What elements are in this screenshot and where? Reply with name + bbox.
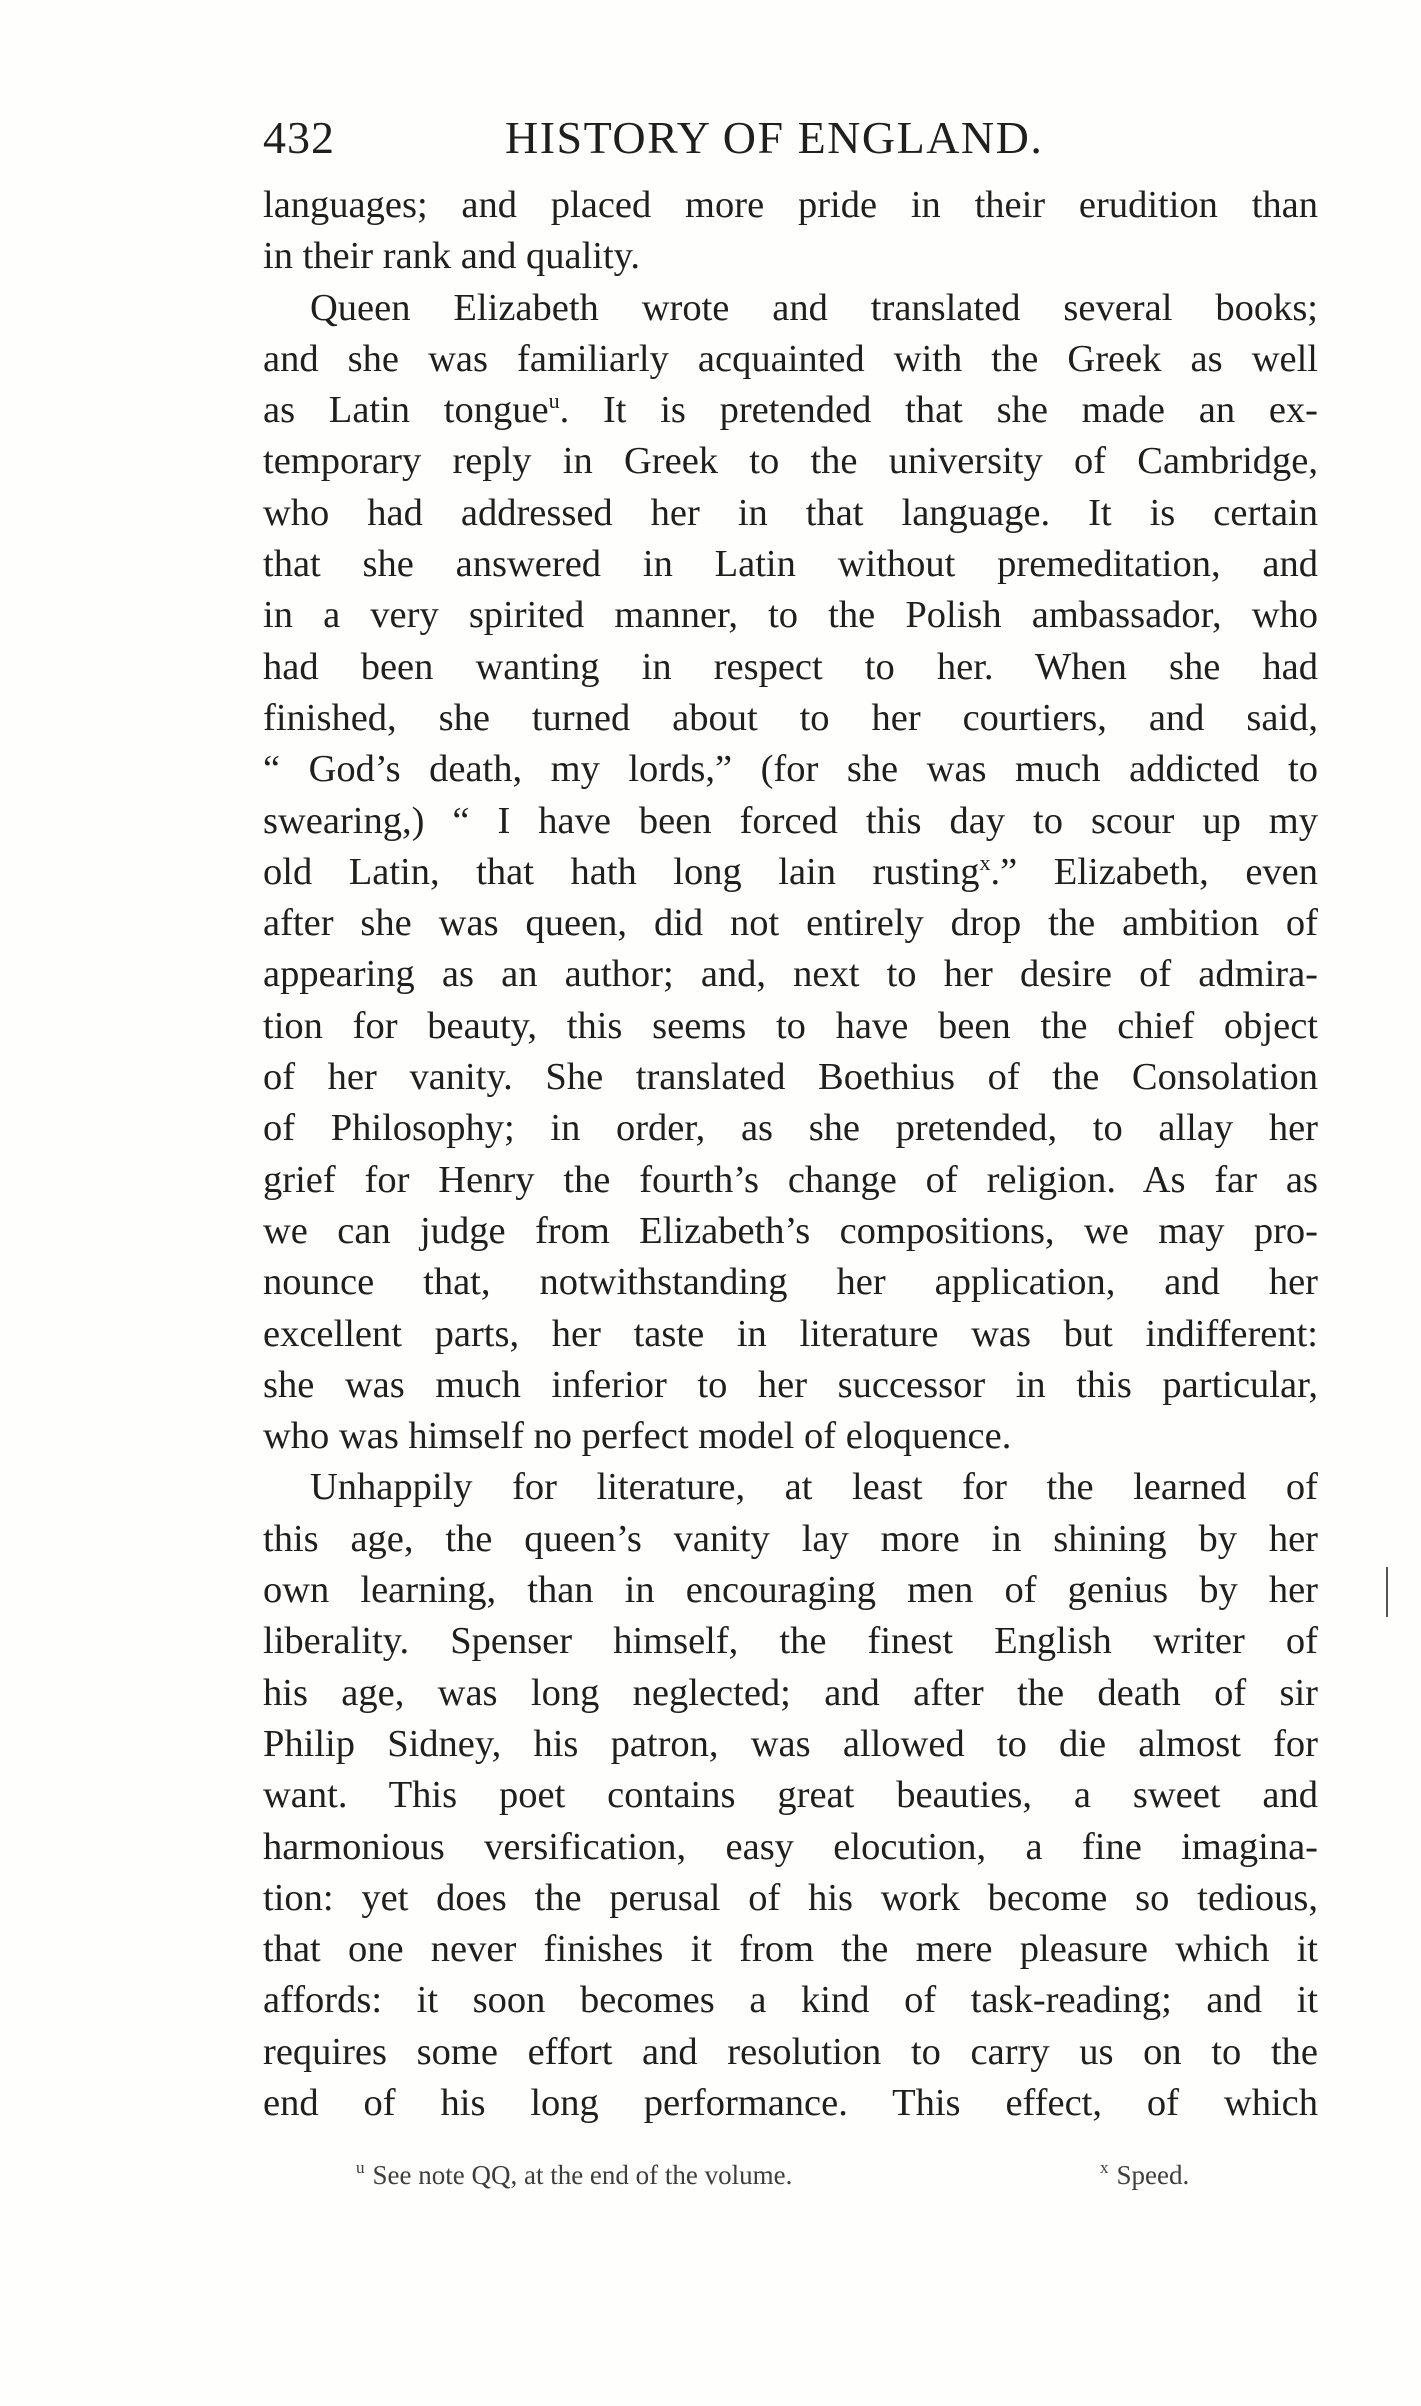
text-line: finished, she turned about to her courtiers, and said, xyxy=(263,696,1318,739)
text-line: and she was familiarly acquainted with the Greek as well xyxy=(263,337,1318,380)
running-head xyxy=(263,108,1318,168)
text-line: we can judge from Elizabeth’s compositions, we may pro- xyxy=(263,1209,1318,1252)
text-fragment: . It is pretended that she made an ex- xyxy=(559,389,1318,432)
body-text xyxy=(263,180,1318,2129)
footnote xyxy=(356,2155,792,2195)
text-line: in their rank and quality. xyxy=(263,235,641,278)
text-line: tion: yet does the perusal of his work become so tedious, xyxy=(263,1876,1318,1919)
footnote-mark: u xyxy=(356,2158,365,2177)
text-fragment: as Latin tongue xyxy=(263,389,549,432)
text-line: in a very spirited manner, to the Polish ambassador, who xyxy=(263,594,1318,637)
text-line: “ God’s death, my lords,” (for she was much addicted to xyxy=(263,748,1318,791)
margin-mark xyxy=(1386,1567,1388,1617)
footnote-text: See note QQ, at the end of the volume. xyxy=(372,2160,793,2190)
text-line xyxy=(263,385,1318,436)
text-line: requires some effort and resolution to carry us on to the xyxy=(263,2030,1318,2073)
text-line: temporary reply in Greek to the university of Cambridge, xyxy=(263,440,1318,483)
text-line: end of his long performance. This effect, of which xyxy=(263,2081,1318,2124)
footnote-reference: x xyxy=(979,849,991,875)
text-line: Unhappily for literature, at least for the learned of xyxy=(310,1466,1318,1509)
footnotes xyxy=(0,2155,1421,2195)
text-line: grief for Henry the fourth’s change of religion. As far as xyxy=(263,1158,1318,1201)
text-line: that she answered in Latin without premeditation, and xyxy=(263,543,1318,586)
text-line: Philip Sidney, his patron, was allowed to die almost for xyxy=(263,1722,1318,1765)
text-line: liberality. Spenser himself, the finest English writer of xyxy=(263,1620,1318,1663)
text-line: appearing as an author; and, next to her desire of admira- xyxy=(263,953,1318,996)
text-line: that one never finishes it from the mere pleasure which it xyxy=(263,1928,1318,1971)
text-line: harmonious versification, easy elocution, a fine imagina- xyxy=(263,1825,1318,1868)
text-line xyxy=(263,847,1318,898)
text-line: of her vanity. She translated Boethius of the Consolation xyxy=(263,1056,1318,1099)
text-line: this age, the queen’s vanity lay more in shining by her xyxy=(263,1517,1318,1560)
text-line: swearing,) “ I have been forced this day to scour up my xyxy=(263,799,1318,842)
text-fragment: old Latin, that hath long lain rusting xyxy=(263,850,980,893)
text-line: want. This poet contains great beauties, a sweet and xyxy=(263,1774,1318,1817)
text-line: affords: it soon becomes a kind of task-reading; and it xyxy=(263,1979,1318,2022)
text-line: his age, was long neglected; and after the death of sir xyxy=(263,1671,1318,1714)
text-line: had been wanting in respect to her. When she had xyxy=(263,645,1318,688)
text-line: own learning, than in encouraging men of genius by her xyxy=(263,1569,1318,1612)
text-line: of Philosophy; in order, as she pretended, to allay her xyxy=(263,1107,1318,1150)
footnote-text: Speed. xyxy=(1116,2160,1190,2190)
text-line: after she was queen, did not entirely drop the ambition of xyxy=(263,902,1318,945)
page-title: HISTORY OF ENGLAND. xyxy=(505,112,1044,163)
text-line: Queen Elizabeth wrote and translated several books; xyxy=(310,286,1318,329)
text-line: nounce that, notwithstanding her application, and her xyxy=(263,1261,1318,1304)
text-fragment: .” Elizabeth, even xyxy=(990,850,1318,893)
text-line: she was much inferior to her successor in this particular, xyxy=(263,1363,1318,1406)
text-line: excellent parts, her taste in literature was but indifferent: xyxy=(263,1312,1318,1355)
text-line: tion for beauty, this seems to have been the chief object xyxy=(263,1004,1318,1047)
page-number: 432 xyxy=(263,112,335,163)
footnote-reference: u xyxy=(548,388,560,414)
text-line: who had addressed her in that language. It is certain xyxy=(263,491,1318,534)
footnote xyxy=(1100,2155,1189,2195)
text-line: who was himself no perfect model of eloquence. xyxy=(263,1415,1012,1458)
text-line: languages; and placed more pride in their erudition than xyxy=(263,184,1318,226)
footnote-mark: x xyxy=(1100,2158,1109,2177)
